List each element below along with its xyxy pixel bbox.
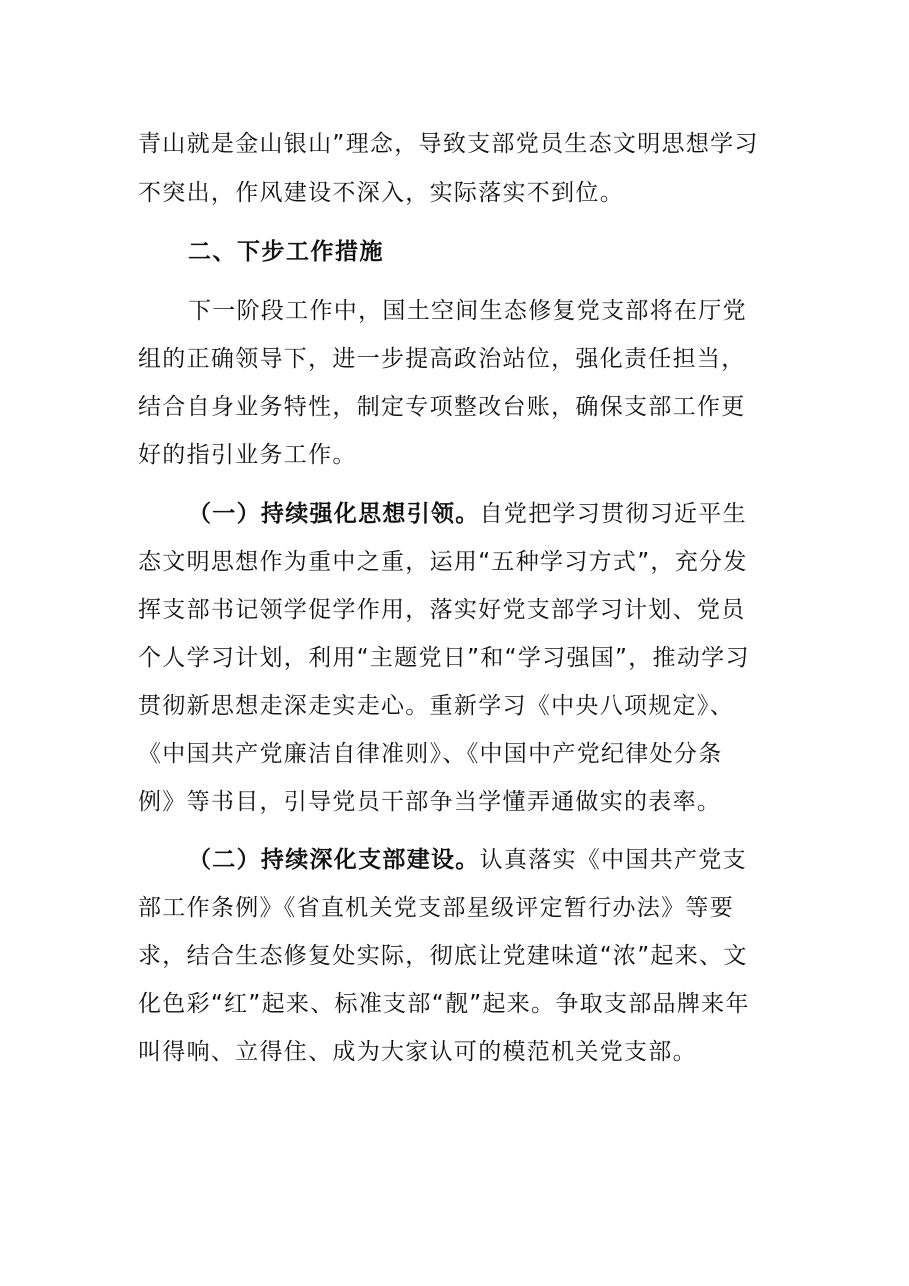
subsection-heading: （二）持续深化支部建设。 xyxy=(188,847,480,873)
paragraph-line: 好的指引业务工作。 xyxy=(138,442,357,468)
paragraph-line: 《中国共产党廉洁自律准则》、《中国中产党纪律处分条 xyxy=(138,741,723,767)
paragraph-line: 化色彩“红”起来、标准支部“靓”起来。争取支部品牌来年 xyxy=(138,991,750,1017)
subsection-heading: （一）持续强化思想引领。 xyxy=(188,501,480,527)
section-heading: 二、下步工作措施 xyxy=(188,239,384,265)
paragraph-text: 认真落实《中国共产党支 xyxy=(479,847,747,873)
paragraph-line: 例》等书目，引导党员干部争当学懂弄通做实的表率。 xyxy=(138,789,722,815)
paragraph-line: 贯彻新思想走深走实走心。重新学习《中央八项规定》、 xyxy=(138,693,734,719)
paragraph-line: 态文明思想作为重中之重，运用“五种学习方式”，充分发 xyxy=(138,549,748,575)
paragraph-line: 组的正确领导下，进一步提高政治站位，强化责任担当， xyxy=(138,346,746,372)
paragraph-line: 叫得响、立得住、成为大家认可的模范机关党支部。 xyxy=(138,1039,697,1065)
paragraph-line: 个人学习计划，利用“主题党日”和“学习强国”，推动学习 xyxy=(138,645,750,671)
paragraph-line: 求，结合生态修复处实际，彻底让党建味道“浓”起来、文 xyxy=(138,943,748,969)
paragraph-line: 青山就是金山银山”理念，导致支部党员生态文明思想学习 xyxy=(138,131,759,157)
paragraph-line: 不突出，作风建设不深入，实际落实不到位。 xyxy=(138,180,624,206)
paragraph-first-line xyxy=(188,497,778,531)
paragraph-line: 下一阶段工作中，国土空间生态修复党支部将在厅党 xyxy=(188,298,747,324)
paragraph-line: 挥支部书记领学促学作用，落实好党支部学习计划、党员 xyxy=(138,597,746,623)
paragraph-text: 自党把学习贯彻习近平生 xyxy=(479,501,747,527)
paragraph-line: 结合自身业务特性，制定专项整改台账，确保支部工作更 xyxy=(138,394,746,420)
paragraph-line: 部工作条例》《省直机关党支部星级评定暂行办法》等要 xyxy=(138,895,734,921)
paragraph-first-line xyxy=(188,843,778,877)
